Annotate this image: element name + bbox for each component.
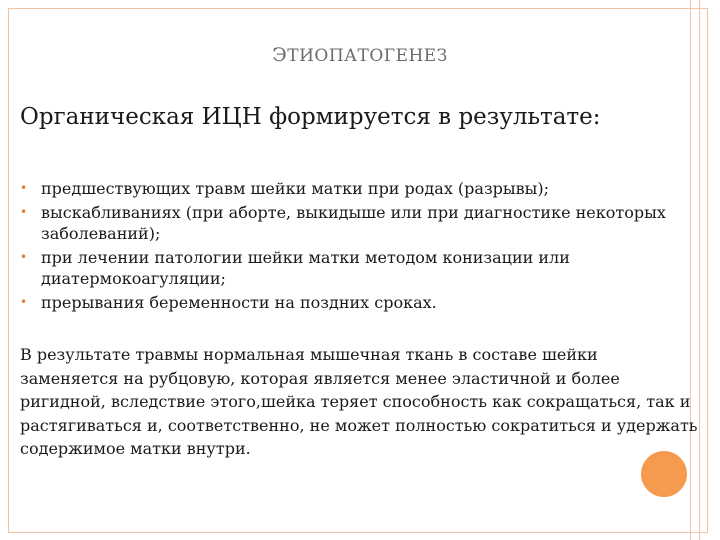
body-paragraph: В результате травмы нормальная мышечная ткань в составе шейки заменяется на рубцовую, которая является менее эластичной и более ригидной, вследствие этого,шейка теряет способность как сокращаться, так и растягиваться и, соответственно, не может полностью сократиться и удержать содержимое матки внутри. bbox=[20, 345, 698, 458]
slide-heading: Органическая ИЦН формируется в результате: bbox=[20, 104, 601, 130]
slide-title: ЭТИОПАТОГЕНЕЗ bbox=[272, 44, 448, 66]
bullet-icon: • bbox=[20, 295, 28, 309]
list-item bbox=[20, 247, 690, 289]
list-item bbox=[20, 178, 690, 199]
bullet-icon: • bbox=[20, 205, 28, 219]
bullet-icon: • bbox=[20, 250, 28, 264]
bullet-icon: • bbox=[20, 181, 28, 195]
decor-circle bbox=[641, 451, 687, 497]
list-item bbox=[20, 292, 690, 313]
list-item-text: предшествующих травм шейки матки при родах (разрывы); bbox=[41, 179, 550, 198]
list-item-text: прерывания беременности на поздних сроках. bbox=[41, 293, 437, 312]
bullet-list bbox=[20, 178, 690, 316]
list-item bbox=[20, 202, 690, 244]
list-item-text: при лечении патологии шейки матки методом конизации или диатермокоагуляции; bbox=[41, 248, 570, 288]
list-item-text: выскабливаниях (при аборте, выкидыше или при диагностике некоторых заболеваний); bbox=[41, 203, 666, 243]
